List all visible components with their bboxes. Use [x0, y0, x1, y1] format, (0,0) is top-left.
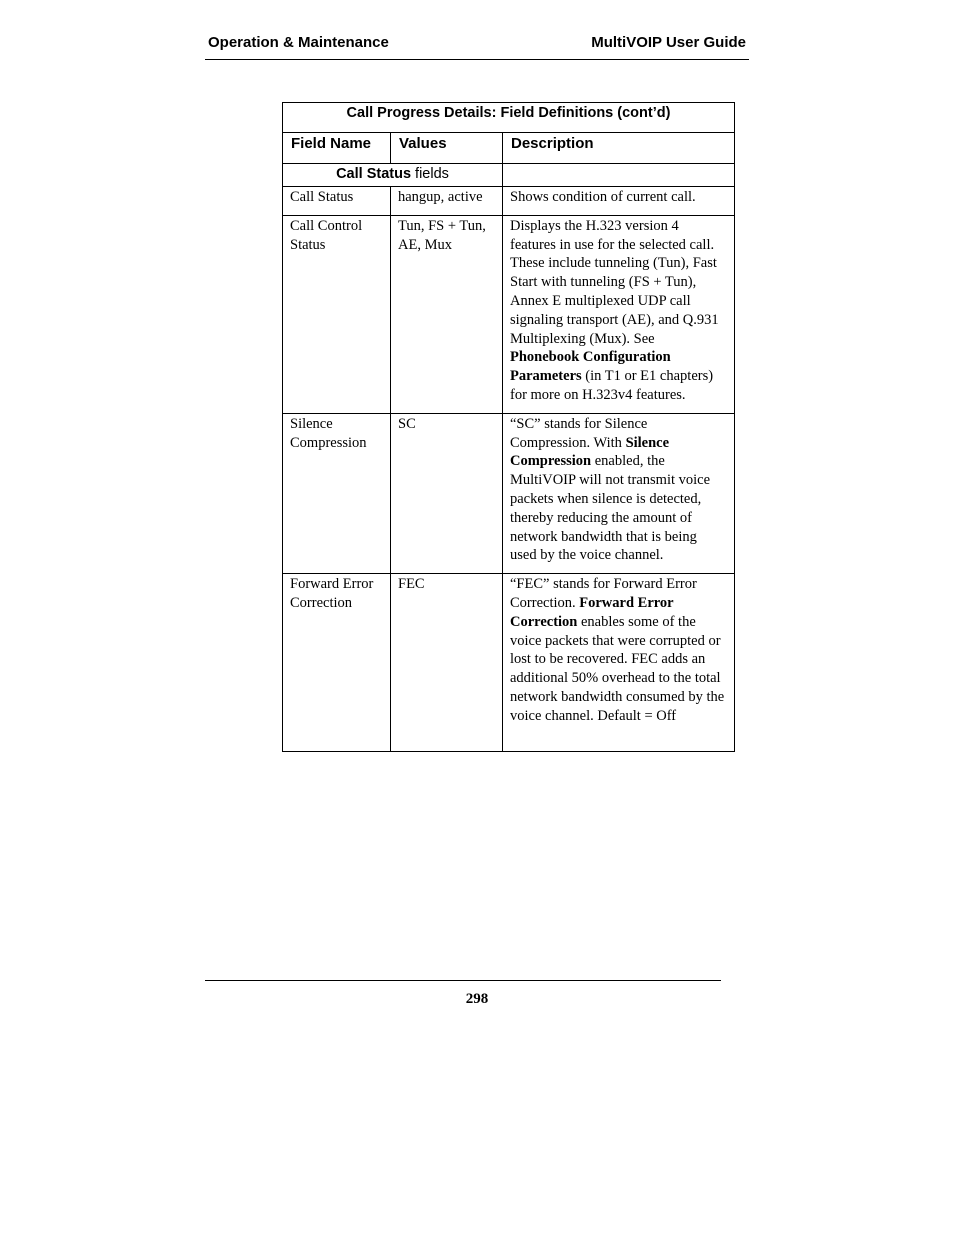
- field-name-cell: Call Control Status: [283, 215, 391, 413]
- page-number: 298: [465, 991, 489, 1007]
- section-label-bold: Call Status: [336, 166, 412, 182]
- description-emphasis: Phonebook Configuration Parameters: [510, 349, 671, 385]
- description-cell: [503, 413, 735, 573]
- description-text: (in T1 or E1 chapters) for more on H.323v4 features.: [510, 368, 714, 403]
- description-text: Shows condition of current call.: [510, 189, 696, 205]
- description-cell: [503, 215, 735, 413]
- description-text: “FEC” stands for Forward Error Correction.: [510, 576, 697, 611]
- field-name-cell: Call Status: [283, 187, 391, 216]
- section-row: [283, 164, 735, 187]
- description-emphasis: Silence Compression: [510, 434, 670, 470]
- description-text: enables some of the voice packets that were corrupted or lost to be recovered. FEC adds an additional 50% overhead to the total network bandwidth consumed by the voice channel. Default = Off: [510, 613, 725, 724]
- description-text: Displays the H.323 version 4 features in use for the selected call. These include tunneling (Tun), Fast Start with tunneling (FS + Tun), Annex E multiplexed UDP call signaling transport (AE), and Q.931 Multiplexing (Mux). See: [510, 217, 719, 347]
- section-label-rest: fields: [411, 166, 449, 182]
- footer-rule: [205, 980, 721, 981]
- column-header-field-name: Field Name: [283, 133, 391, 164]
- header-section-title: Operation & Maintenance: [208, 34, 389, 51]
- column-header-description: Description: [503, 133, 735, 164]
- section-label: [283, 164, 503, 187]
- description-cell: [503, 187, 735, 216]
- page-header: [205, 33, 749, 60]
- table-header-row: [283, 133, 735, 164]
- field-name-cell: Forward Error Correction: [283, 574, 391, 752]
- description-cell: [503, 574, 735, 752]
- field-name-cell: Silence Compression: [283, 413, 391, 573]
- field-definitions-table: [282, 102, 735, 752]
- values-cell: Tun, FS + Tun, AE, Mux: [391, 215, 503, 413]
- table-row: [283, 215, 735, 413]
- table-row: [283, 413, 735, 573]
- table-row: [283, 574, 735, 752]
- values-cell: SC: [391, 413, 503, 573]
- values-cell: hangup, active: [391, 187, 503, 216]
- section-empty-cell: [503, 164, 735, 187]
- table-row: [283, 187, 735, 216]
- column-header-values: Values: [391, 133, 503, 164]
- table-title-row: [283, 103, 735, 133]
- table-title: Call Progress Details: Field Definitions (cont’d): [283, 103, 735, 133]
- values-cell: FEC: [391, 574, 503, 752]
- description-emphasis: Forward Error Correction: [510, 594, 674, 630]
- header-document-title: MultiVOIP User Guide: [591, 34, 746, 51]
- description-text: enabled, the MultiVOIP will not transmit voice packets when silence is detected, thereby reducing the amount of network bandwidth that is being used by the voice channel.: [510, 453, 711, 564]
- description-text: “SC” stands for Silence Compression. With: [510, 415, 648, 451]
- table-body: [283, 187, 735, 752]
